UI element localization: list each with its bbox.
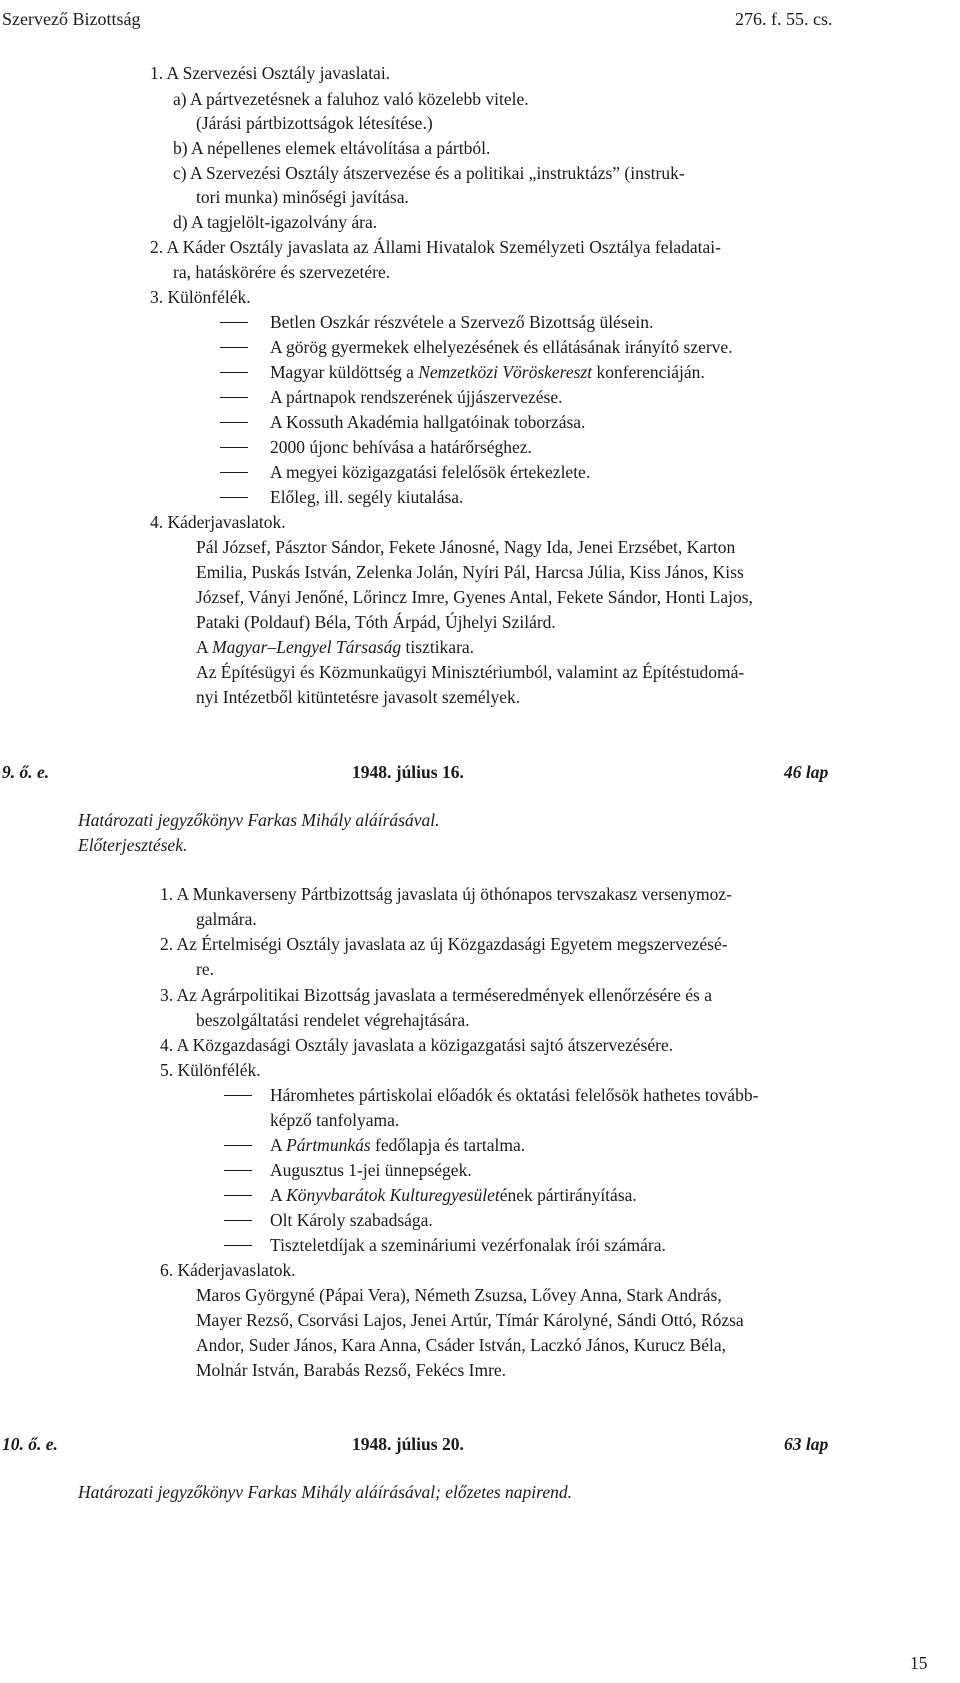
agenda-item: 1. A Szervezési Osztály javaslatai. xyxy=(150,63,391,83)
dash-bullet xyxy=(220,372,248,373)
misc-item: A Könyvbarátok Kulturegyesületének pártirányítása. xyxy=(270,1185,637,1205)
dash-bullet xyxy=(220,322,248,323)
names-line: Mayer Rezső, Csorvási Lajos, Jenei Artúr, Tímár Károlyné, Sándi Ottó, Rózsa xyxy=(196,1310,744,1330)
misc-item: A Pártmunkás fedőlapja és tartalma. xyxy=(270,1135,526,1155)
agenda-item-cont: galmára. xyxy=(196,909,257,929)
misc-item: Háromhetes pártiskolai előadók és oktatási felelősök hathetes tovább- xyxy=(270,1085,759,1105)
misc-item: Augusztus 1-jei ünnepségek. xyxy=(270,1160,472,1180)
misc-item: Magyar küldöttség a Nemzetközi Vöröskereszt konferenciáján. xyxy=(270,362,705,382)
agenda-subitem: a) A pártvezetésnek a faluhoz való közelebb vitele. xyxy=(173,89,529,109)
names-line: Maros Györgyné (Pápai Vera), Németh Zsuzsa, Lővey Anna, Stark András, xyxy=(196,1285,722,1305)
misc-item: A Kossuth Akadémia hallgatóinak toborzása. xyxy=(270,412,586,432)
agenda-item: 2. A Káder Osztály javaslata az Állami Hivatalok Személyzeti Osztálya feladatai- xyxy=(150,237,721,257)
dash-bullet xyxy=(220,472,248,473)
record-subtitle: Előterjesztések. xyxy=(78,835,188,855)
agenda-subitem: c) A Szervezési Osztály átszervezése és a politikai „instruktázs” (instruk- xyxy=(173,163,685,183)
misc-item-cont: képző tanfolyama. xyxy=(270,1110,400,1130)
misc-item: Olt Károly szabadsága. xyxy=(270,1210,433,1230)
agenda-item: 6. Káderjavaslatok. xyxy=(160,1260,296,1280)
record-date: 1948. július 16. xyxy=(352,762,464,782)
names-line: Emilia, Puskás István, Zelenka Jolán, Nyíri Pál, Harcsa Júlia, Kiss János, Kiss xyxy=(196,562,744,582)
names-line: Andor, Suder János, Kara Anna, Csáder István, Laczkó János, Kurucz Béla, xyxy=(196,1335,726,1355)
misc-item: 2000 újonc behívása a határőrséghez. xyxy=(270,437,532,457)
agenda-item: 3. Különfélék. xyxy=(150,287,251,307)
dash-bullet xyxy=(224,1220,252,1221)
misc-item: Betlen Oszkár részvétele a Szervező Bizottság ülésein. xyxy=(270,312,654,332)
record-description: Határozati jegyzőkönyv Farkas Mihály aláírásával. xyxy=(78,810,440,830)
misc-item: A megyei közigazgatási felelősök értekezlete. xyxy=(270,462,591,482)
dash-bullet xyxy=(224,1170,252,1171)
page-number: 15 xyxy=(910,1653,928,1673)
misc-item: Tiszteletdíjak a szemináriumi vezérfonalak írói számára. xyxy=(270,1235,666,1255)
agenda-item: 2. Az Értelmiségi Osztály javaslata az új Közgazdasági Egyetem megszervezésé- xyxy=(160,934,728,954)
agenda-subitem-cont: tori munka) minőségi javítása. xyxy=(196,187,409,207)
agenda-subitem: b) A népellenes elemek eltávolítása a pártból. xyxy=(173,138,491,158)
names-line: Molnár István, Barabás Rezső, Fekécs Imre. xyxy=(196,1360,507,1380)
dash-bullet xyxy=(220,347,248,348)
misc-item: A pártnapok rendszerének újjászervezése. xyxy=(270,387,563,407)
running-header-right: 276. f. 55. cs. xyxy=(735,9,833,29)
names-line: Az Építésügyi és Közmunkaügyi Minisztériumból, valamint az Építéstudomá- xyxy=(196,662,745,682)
record-number: 9. ő. e. xyxy=(2,762,50,782)
dash-bullet xyxy=(220,447,248,448)
dash-bullet xyxy=(220,422,248,423)
names-line: A Magyar–Lengyel Társaság tisztikara. xyxy=(196,637,475,657)
record-pages: 46 lap xyxy=(784,762,829,782)
agenda-item: 5. Különfélék. xyxy=(160,1060,261,1080)
running-header-left: Szervező Bizottság xyxy=(2,9,141,29)
names-line: Pál József, Pásztor Sándor, Fekete Jánosné, Nagy Ida, Jenei Erzsébet, Karton xyxy=(196,537,736,557)
agenda-subitem: d) A tagjelölt-igazolvány ára. xyxy=(173,212,378,232)
names-line: József, Ványi Jenőné, Lőrincz Imre, Gyenes Antal, Fekete Sándor, Honti Lajos, xyxy=(196,587,753,607)
misc-item: Előleg, ill. segély kiutalása. xyxy=(270,487,464,507)
names-line: nyi Intézetből kitüntetésre javasolt személyek. xyxy=(196,687,521,707)
names-line: Pataki (Poldauf) Béla, Tóth Árpád, Újhelyi Szilárd. xyxy=(196,612,556,632)
dash-bullet xyxy=(224,1145,252,1146)
agenda-item-cont: re. xyxy=(196,959,214,979)
agenda-item: 4. Káderjavaslatok. xyxy=(150,512,286,532)
dash-bullet xyxy=(224,1195,252,1196)
agenda-item: 3. Az Agrárpolitikai Bizottság javaslata a terméseredmények ellenőrzésére és a xyxy=(160,985,712,1005)
agenda-item: 1. A Munkaverseny Pártbizottság javaslata új öthónapos tervszakasz versenymoz- xyxy=(160,884,732,904)
dash-bullet xyxy=(224,1095,252,1096)
agenda-subitem-note: (Járási pártbizottságok létesítése.) xyxy=(196,113,433,133)
record-date: 1948. július 20. xyxy=(352,1434,464,1454)
misc-item: A görög gyermekek elhelyezésének és ellátásának irányító szerve. xyxy=(270,337,733,357)
dash-bullet xyxy=(220,397,248,398)
record-number: 10. ő. e. xyxy=(2,1434,58,1454)
record-pages: 63 lap xyxy=(784,1434,829,1454)
dash-bullet xyxy=(220,497,248,498)
agenda-item-cont: beszolgáltatási rendelet végrehajtására. xyxy=(196,1010,470,1030)
agenda-item-cont: ra, hatáskörére és szervezetére. xyxy=(173,262,391,282)
dash-bullet xyxy=(224,1245,252,1246)
agenda-item: 4. A Közgazdasági Osztály javaslata a közigazgatási sajtó átszervezésére. xyxy=(160,1035,674,1055)
record-description: Határozati jegyzőkönyv Farkas Mihály aláírásával; előzetes napirend. xyxy=(78,1482,572,1502)
